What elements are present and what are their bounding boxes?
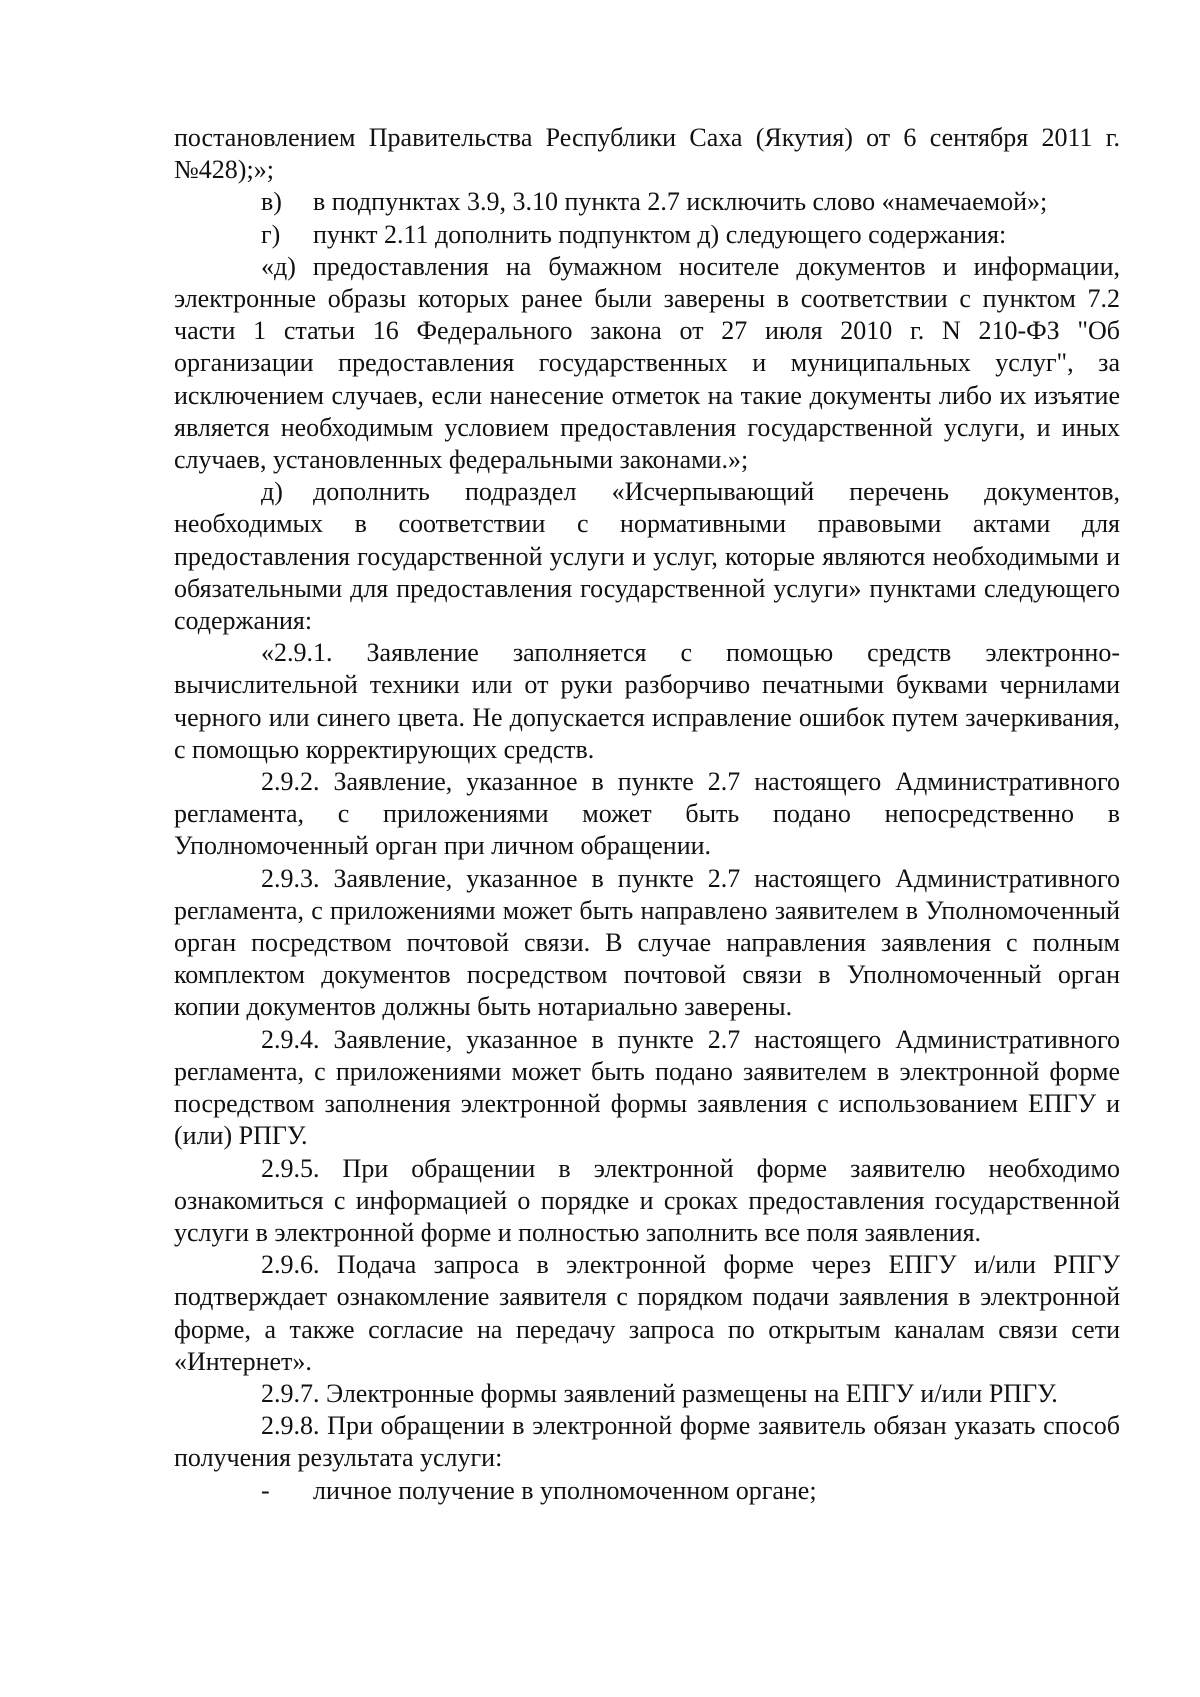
document-page — [174, 122, 1120, 1507]
paragraph-item-d — [174, 476, 1120, 637]
item-label: г) — [261, 219, 281, 249]
paragraph-item-v — [174, 186, 1120, 218]
paragraph-quote-d: «д) предоставления на бумажном носителе документов и информации, электронные образы которых ранее были заверены в соответствии с пунктом 7.2 части 1 статьи 16 Федерального закона от 27 июля 2010 г. N 210-ФЗ "Об организации предоставления государственных и муниципальных услуг", за исключением случаев, если нанесение отметок на такие документы либо их изъятие является необходимым условием предоставления государственной услуги, и иных случаев, установленных федеральными законами.»; — [174, 251, 1120, 475]
paragraph-2-9-6: 2.9.6. Подача запроса в электронной форме через ЕПГУ и/или РПГУ подтверждает ознакомление заявителя с порядком подачи заявления в электронной форме, а также согласие на передачу запроса по открытым каналам связи сети «Интернет». — [174, 1250, 1120, 1376]
item-label: в) — [261, 187, 282, 217]
paragraph-2-9-2: 2.9.2. Заявление, указанное в пункте 2.7 настоящего Административного регламента, с приложениями может быть подано непосредственно в Уполномоченный орган при личном обращении. — [174, 767, 1120, 861]
paragraph-continuation: постановлением Правительства Республики Саха (Якутия) от 6 сентября 2011 г. №428);»; — [174, 123, 1120, 185]
paragraph-2-9-5: 2.9.5. При обращении в электронной форме заявителю необходимо ознакомиться с информацией о порядке и сроках предоставления государственной услуги в электронной форме и полностью заполнить все поля заявления. — [174, 1153, 1120, 1247]
item-text: личное получение в уполномоченном органе; — [313, 1475, 817, 1505]
paragraph-2-9-1: «2.9.1. Заявление заполняется с помощью средств электронно-вычислительной техники или от руки разборчиво печатными буквами чернилами черного или синего цвета. Не допускается исправление ошибок путем зачеркивания, с помощью корректирующих средств. — [174, 638, 1120, 764]
paragraph-item-g — [174, 219, 1120, 251]
item-text: пункт 2.11 дополнить подпунктом д) следующего содержания: — [313, 219, 1007, 249]
paragraph-2-9-7: 2.9.7. Электронные формы заявлений размещены на ЕПГУ и/или РПГУ. — [261, 1378, 1058, 1408]
paragraph-2-9-8: 2.9.8. При обращении в электронной форме заявитель обязан указать способ получения результата услуги: — [174, 1411, 1120, 1473]
paragraph-2-9-3: 2.9.3. Заявление, указанное в пункте 2.7 настоящего Административного регламента, с приложениями может быть направлено заявителем в Уполномоченный орган посредством почтовой связи. В случае направления заявления с полным комплектом документов посредством почтовой связи в Уполномоченный орган копии документов должны быть нотариально заверены. — [174, 863, 1120, 1022]
dash-marker: - — [261, 1475, 270, 1505]
item-text: дополнить подраздел «Исчерпывающий перечень документов, необходимых в соответствии с нормативными правовыми актами для предоставления государственной услуги и услуг, которые являются необходимыми и обязательными для предоставления государственной услуги» пунктами следующего содержания: — [174, 477, 1120, 636]
item-label: д) — [261, 477, 283, 507]
paragraph-2-9-4: 2.9.4. Заявление, указанное в пункте 2.7 настоящего Административного регламента, с приложениями может быть подано заявителем в электронной форме посредством заполнения электронной формы заявления с использованием ЕПГУ и (или) РПГУ. — [174, 1024, 1120, 1151]
item-text: в подпунктах 3.9, 3.10 пункта 2.7 исключить слово «намечаемой»; — [313, 187, 1048, 217]
list-item-dash — [174, 1475, 1120, 1507]
